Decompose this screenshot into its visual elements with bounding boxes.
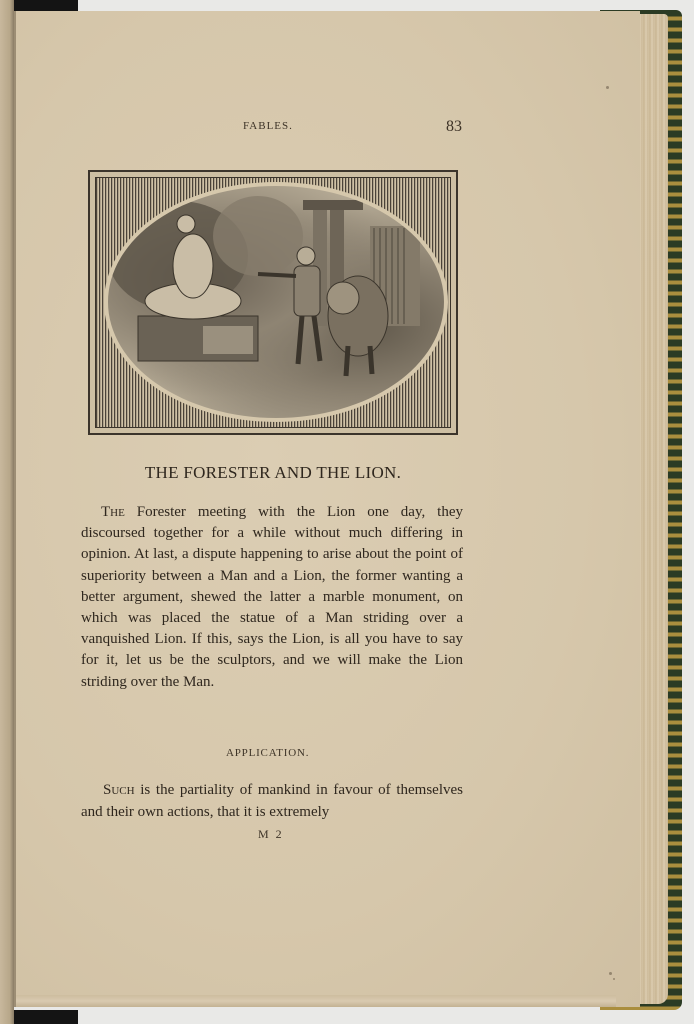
background-top [14, 0, 78, 11]
foxing-spot [609, 972, 612, 975]
foxing-spot [613, 978, 615, 980]
fable-paragraph [81, 502, 463, 693]
fable-illustration [88, 170, 458, 435]
background-bottom [14, 1010, 78, 1024]
foxing-spot [606, 86, 609, 89]
previous-page-edge [0, 0, 14, 1024]
running-head: FABLES. [243, 120, 293, 132]
page-bottom-edge [16, 995, 616, 1007]
woodcut-scene [108, 186, 444, 418]
fable-body [81, 502, 463, 693]
application-paragraph [81, 780, 463, 823]
page-number: 83 [446, 118, 462, 135]
application-text: is the partiality of mankind in favour of themselves and their own actions, that it is extremely [81, 782, 463, 820]
application-body [81, 780, 463, 823]
application-lead-word: Such [103, 782, 135, 798]
illustration-oval [104, 182, 448, 422]
fable-title: THE FORESTER AND THE LION. [144, 463, 402, 482]
fable-lead-word: The [101, 504, 125, 520]
fable-text: Forester meeting with the Lion one day, they discoursed together for a while without much differing in opinion. At last, a dispute happening to arise about the point of superiority between a Man and a Lion, the former wanting a better argument, shewed the latter a marble monument, on which was placed the statue of a Man striding over a vanquished Lion. If this, says the Lion, is all you have to say for it, let us be the sculptors, and we will make the Lion striding over the Man. [81, 504, 463, 690]
signature-mark: M 2 [258, 827, 284, 841]
application-heading: APPLICATION. [226, 747, 310, 759]
